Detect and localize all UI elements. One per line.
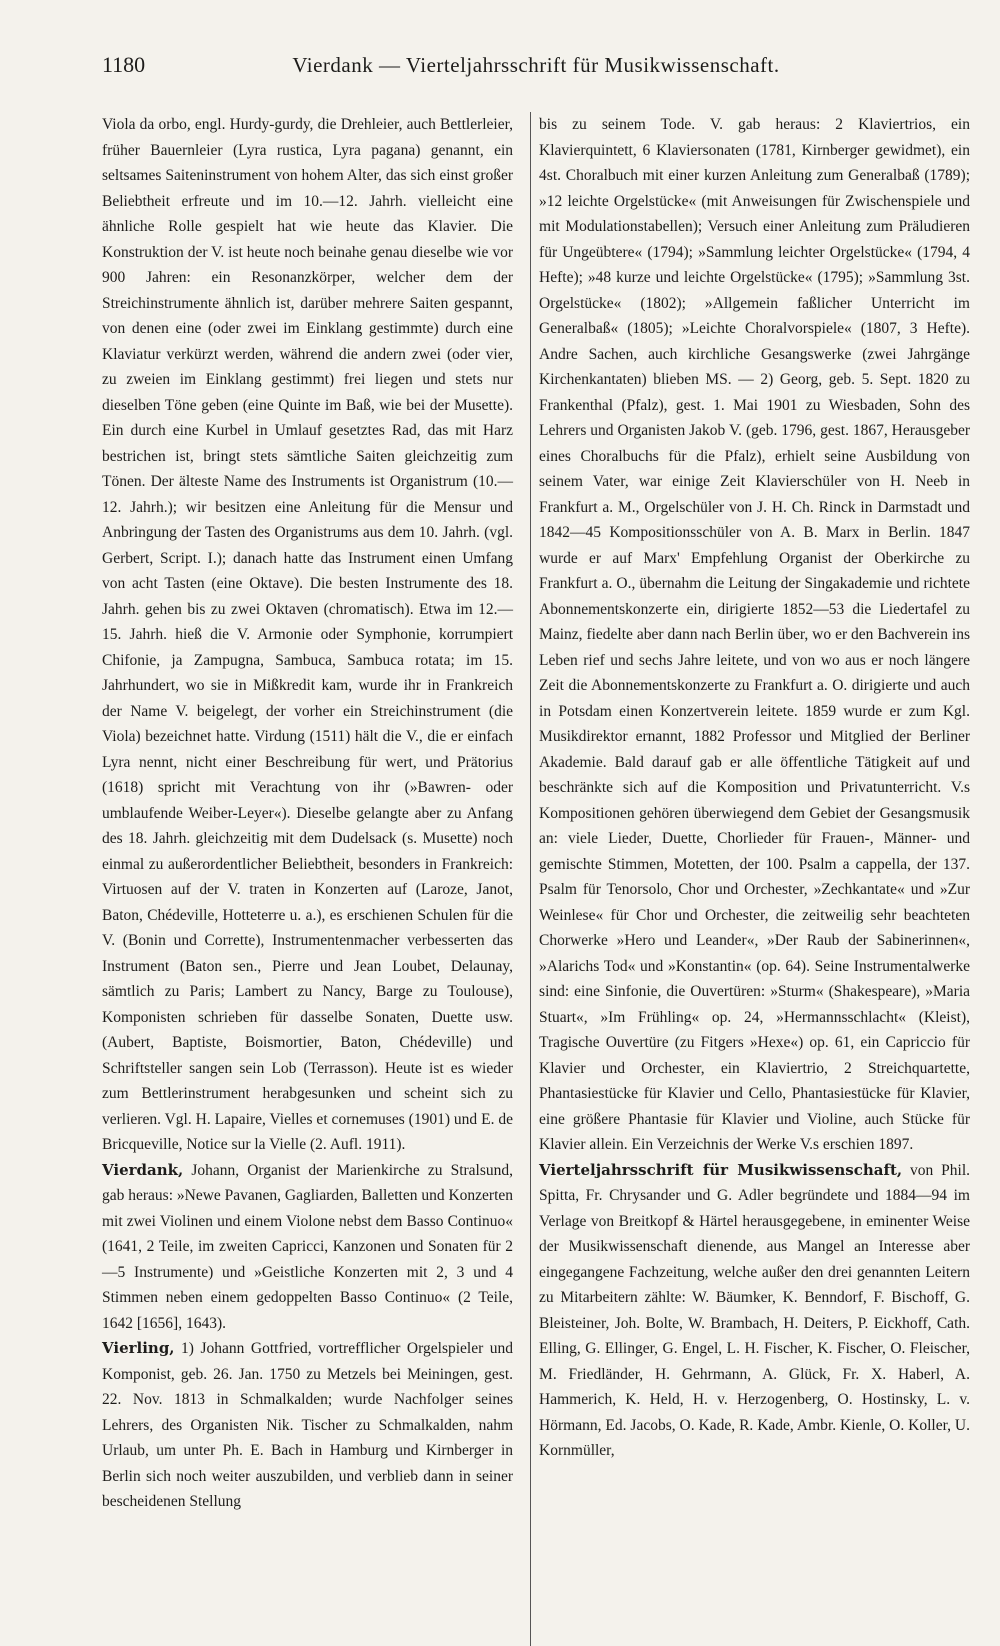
entry-vierdank <box>102 1158 513 1337</box>
headword-vierteljahrsschrift: Vierteljahrsschrift für Musikwissenschaft, <box>539 1160 903 1179</box>
left-column <box>102 112 525 1515</box>
text-columns <box>102 112 970 1515</box>
page-number: 1180 <box>102 52 146 77</box>
entry-vierteljahrsschrift <box>539 1158 970 1464</box>
entry-viola-da-orbo: Viola da orbo, engl. Hurdy-gurdy, die Drehleier, auch Bettlerleier, früher Bauernleier (Lyra rustica, Lyra pagana) genannt, ein seltsames Saiteninstrument von hohem Alter, das sich einst großer Beliebtheit erfreute und im 10.—12. Jahrh. vielleicht eine ähnliche Rolle gespielt hat wie heute das Klavier. Die Konstruktion der V. ist heute noch beinahe genau dieselbe wie vor 900 Jahren: ein Resonanzkörper, welcher dem der Streichinstrumente ähnlich ist, darüber mehrere Saiten gespannt, von denen eine (oder zwei im Einklang gestimmte) durch eine Klaviatur verkürzt werden, während die andern zwei (oder vier, zu zweien im Einklang gestimmt) frei liegen und stets nur dieselben Töne geben (eine Quinte im Baß, wie bei der Musette). Ein durch eine Kurbel in Umlauf gesetztes Rad, das mit Harz bestrichen ist, bringt stets sämtliche Saiten gleichzeitig zum Tönen. Der älteste Name des Instruments ist Organistrum (10.—12. Jahrh.); wir besitzen eine Anleitung für die Mensur und Anbringung der Tasten des Organistrums aus dem 10. Jahrh. (vgl. Gerbert, Script. I.); danach hatte das Instrument einen Umfang von acht Tasten (eine Oktave). Die besten Instrumente des 18. Jahrh. gehen bis zu zwei Oktaven (chromatisch). Etwa im 12.—15. Jahrh. hieß die V. Armonie oder Symphonie, korrumpiert Chifonie, ja Zampugna, Sambuca, Sambuca rotata; im 15. Jahrhundert, wo sie in Mißkredit kam, wurde ihr in Frankreich der Name V. beigelegt, der vorher ein Streichinstrument (die Viola) bezeichnet hatte. Virdung (1511) hält die V., die er einfach Lyra nennt, nicht einer Beschreibung für wert, und Prätorius (1618) spricht mit Verachtung von ihr (»Bawren- oder umblaufende Weiber-Leyer«). Dieselbe gelangte aber zu Anfang des 18. Jahrh. gleichzeitig mit dem Dudelsack (s. Musette) noch einmal zu außerordentlicher Beliebtheit, besonders in Frankreich: Virtuosen auf der V. traten in Konzerten auf (Laroze, Janot, Baton, Chédeville, Hotteterre u. a.), es erschienen Schulen für die V. (Bonin und Corrette), Instrumentenmacher verbesserten das Instrument (Baton sen., Pierre und Jean Loubet, Delaunay, sämtlich zu Paris; Lambert zu Nancy, Barge zu Toulouse), Komponisten schrieben für dasselbe Sonaten, Duette usw. (Aubert, Baptiste, Boismortier, Baton, Chédeville) und Schriftsteller sangen sein Lob (Terrasson). Heute ist es wieder zum Bettlerinstrument herabgesunken und scheint sich zu verlieren. Vgl. H. Lapaire, Vielles et cornemuses (1901) und E. de Bricqueville, Notice sur la Vielle (2. Aufl. 1911). <box>102 116 514 1153</box>
entry-vierling-text: 1) Johann Gottfried, vortrefflicher Orgelspieler und Komponist, geb. 26. Jan. 1750 zu Metzels bei Meiningen, gest. 22. Nov. 1813 in Schmalkalden; wurde Nachfolger seines Lehrers, des Organisten Nik. Tischer zu Schmalkalden, nahm Urlaub, um unter Ph. E. Bach in Hamburg und Kirnberger in Berlin sich noch weiter auszubilden, und verblieb dann in seiner bescheidenen Stellung <box>102 1340 514 1510</box>
column-divider <box>530 112 531 1646</box>
running-title: Vierdank — Vierteljahrsschrift für Musikwissenschaft. <box>292 53 780 77</box>
entry-vierteljahrsschrift-text: von Phil. Spitta, Fr. Chrysander und G. Adler begründete und 1884—94 im Verlage von Breitkopf & Härtel herausgegebene, in eminenter Weise der Musikwissenschaft dienende, aus Mangel an Interesse aber eingegangene Fachzeitung, welche außer den drei genannten Leitern zu Mitarbeitern zählte: W. Bäumker, K. Benndorf, F. Bischoff, G. Bleisteiner, Joh. Bolte, W. Brambach, H. Deiters, P. Eickhoff, Cath. Elling, G. Ellinger, G. Engel, L. H. Fischer, K. Fischer, O. Fleischer, M. Friedländer, H. Gehrmann, A. Glück, Fr. X. Haberl, A. Hammerich, K. Held, H. v. Herzogenberg, O. Hostinsky, L. v. Hörmann, Ed. Jacobs, O. Kade, R. Kade, Ambr. Kienle, O. Koller, U. Kornmüller, <box>539 1161 970 1459</box>
headword-vierling: Vierling, <box>102 1339 175 1357</box>
right-column <box>525 112 970 1515</box>
headword-vierdank: Vierdank, <box>102 1160 184 1179</box>
entry-vierling-continued: bis zu seinem Tode. V. gab heraus: 2 Klaviertrios, ein Klavierquintett, 6 Klaviersonaten (1781, Kirnberger gewidmet), ein 4st. Choralbuch mit einer kurzen Anleitung zum Generalbaß (1789); »12 leichte Orgelstücke« (mit Anweisungen für Zwischenspiele und mit Modulationstabellen); Versuch einer Anleitung zum Präludieren für Ungeübtere« (1794); »Sammlung leichter Orgelstücke« (1794, 4 Hefte); »48 kurze und leichte Orgelstücke« (1795); »Sammlung 3st. Orgelstücke« (1802); »Allgemein faßlicher Unterricht im Generalbaß« (1805); »Leichte Choralvorspiele« (1807, 3 Hefte). Andre Sachen, auch kirchliche Gesangswerke (zwei Jahrgänge Kirchenkantaten) blieben MS. — 2) Georg, geb. 5. Sept. 1820 zu Frankenthal (Pfalz), gest. 1. Mai 1901 zu Wiesbaden, Sohn des Lehrers und Organisten Jakob V. (geb. 1796, gest. 1867, Herausgeber eines Choralbuchs für die Pfalz), erhielt seine Ausbildung von seinem Vater, war einige Zeit Klavierschüler von H. Neeb in Frankfurt a. M., Orgelschüler von J. H. Ch. Rinck in Darmstadt und 1842—45 Kompositionsschüler von A. B. Marx in Berlin. 1847 wurde er auf Marx' Empfehlung Organist der Oberkirche zu Frankfurt a. O., übernahm die Leitung der Singakademie und richtete Abonnementskonzerte ein, dirigierte 1852—53 die Liedertafel zu Mainz, fiedelte aber dann nach Berlin über, wo er den Bachverein ins Leben rief und sechs Jahre leitete, und von wo aus er noch längere Zeit die Abonnementskonzerte zu Frankfurt a. O. dirigierte und auch in Potsdam einen Konzertverein leitete. 1859 wurde er zum Kgl. Musikdirektor ernannt, 1882 Professor und Mitglied der Berliner Akademie. Bald darauf gab er alle öffentliche Tätigkeit auf und beschränkte sich auf die Komposition und Privatunterricht. V.s Kompositionen gehören überwiegend dem Gebiet der Gesangsmusik an: viele Lieder, Duette, Chorlieder für Frauen-, Männer- und gemischte Stimmen, Motetten, der 100. Psalm a cappella, der 137. Psalm für Tenorsolo, Chor und Orchester, »Zechkantate« und »Zur Weinlese« für Chor und Orchester, die zeitweilig sehr beachteten Chorwerke »Hero und Leander«, »Der Raub der Sabinerinnen«, »Alarichs Tod« und »Konstantin« (op. 64). Seine Instrumentalwerke sind: eine Sinfonie, die Ouvertüren: »Sturm« (Shakespeare), »Maria Stuart«, »Im Frühling« op. 24, »Hermannsschlacht« (Kleist), Tragische Ouvertüre (zu Fitgers »Hexe«) op. 61, ein Capriccio für Klavier und Orchester, ein Klaviertrio, 2 Streichquartette, Phantasiestücke für Klavier und Cello, Phantasiestücke für Klavier, eine größere Phantasie für Klavier und Violine, auch Stücke für Klavier allein. Ein Verzeichnis der Werke V.s erschien 1897. <box>539 116 970 1153</box>
entry-vierdank-text: Johann, Organist der Marienkirche zu Stralsund, gab heraus: »Newe Pavanen, Gagliarden, Balletten und Konzerten mit zwei Violinen und einem Violone nebst dem Basso Continuo« (1641, 2 Teile, im zweiten Capricci, Kanzonen und Sonaten für 2—5 Instrumente) und »Geistliche Konzerten mit 2, 3 und 4 Stimmen neben einem gedoppelten Basso Continuo« (2 Teile, 1642 [1656], 1643). <box>102 1161 514 1332</box>
entry-vierling <box>102 1336 513 1515</box>
running-head <box>102 52 970 96</box>
